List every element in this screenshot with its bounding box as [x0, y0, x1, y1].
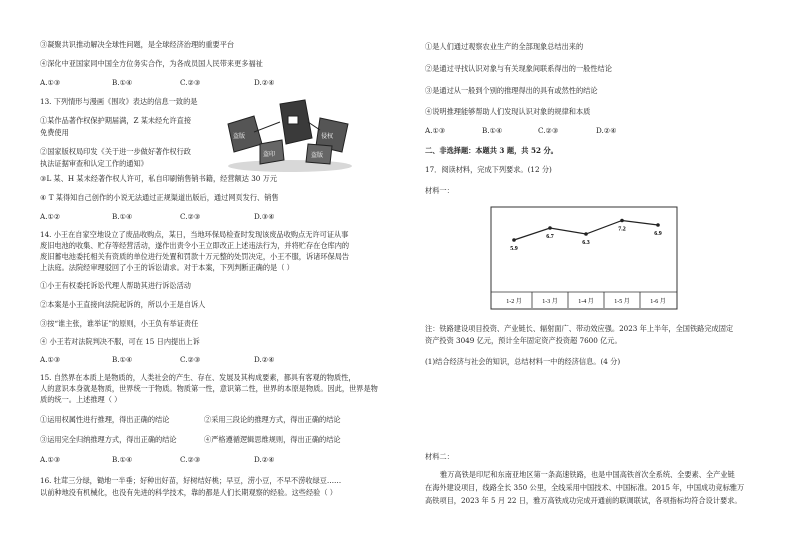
q13-item-2b: 执法证据审查和认定工作的通知》	[40, 159, 148, 168]
q15-line-3: 质的统一。上述推理（ ）	[40, 395, 122, 404]
q14-item-4: ④ 小王若对法院判决不服，可在 15 日内提出上诉	[40, 337, 200, 346]
q13-item-1b: 免费使用	[40, 128, 69, 137]
cartoon-label-2: 侵权	[321, 133, 334, 140]
q15-option-c[interactable]: C.②③	[180, 455, 201, 464]
chart-category-label: 1-2 月	[506, 299, 522, 305]
q15-option-a[interactable]: A.①③	[40, 455, 61, 464]
q12-option-c[interactable]: C.②③	[180, 78, 201, 87]
q15-item-1: ①运用权属性进行推理，得出正确的结论	[40, 415, 170, 424]
q16-option-b[interactable]: B.①④	[482, 126, 503, 135]
q14-item-2: ②本案是小王直接向法院起诉的，所以小王是自诉人	[40, 300, 206, 309]
material-2-label: 材料二：	[425, 452, 454, 461]
q16-item-3: ③是通过从一般到个别的推理得出的具有或然性的结论	[425, 86, 598, 95]
q17-stem: 17．阅读材料，完成下列要求。(12 分)	[425, 165, 552, 174]
q12-item-4: ④深化中亚国家同中国全方位务实合作，为各成员国人民带来更多福祉	[40, 59, 263, 68]
q15-option-d[interactable]: D.②④	[254, 455, 275, 464]
q14-option-d[interactable]: D.②④	[254, 355, 275, 364]
chart-category-label: 1-3 月	[542, 299, 558, 305]
material-1-label: 材料一：	[425, 186, 454, 195]
chart-point	[512, 238, 516, 242]
material-2-line-2: 在海外建设项目，线路全长 350 公里，全线采用中国技术、中国标准。2015 年，中国成功竞标雅万	[425, 483, 745, 492]
siege-cartoon	[220, 94, 360, 174]
q16-item-4: ④说明推理能够帮助人们发现认识对象的规律和本质	[425, 107, 591, 116]
q16-option-d[interactable]: D.②④	[596, 126, 617, 135]
material-2-line-3: 高铁项目，2023 年 5 月 22 日，雅万高铁成功完成开通前的联调联试，各项指标均符合设计要求。	[425, 496, 742, 505]
chart-category-label: 1-6 月	[650, 299, 666, 305]
investment-line-chart	[490, 206, 678, 310]
material-2-line-1: 雅万高铁是印尼和东南亚地区第一条高速铁路，也是中国高铁首次全系统、全要素、全产业链	[440, 470, 735, 479]
cartoon-label-1: 盗版	[233, 133, 246, 140]
q16-line-2: 以前种地没有机械化，也没有先进的科学技术，靠的都是人们长期观察的经验。这些经验（ ）	[40, 488, 337, 497]
cartoon-label-3: 盗印	[263, 151, 276, 158]
q13-stem: 13. 下列情形与漫画《围攻》表达的信息一致的是	[40, 97, 198, 106]
chart-data-label: 6.3	[582, 240, 590, 246]
q15-item-4: ④严格遵循逻辑思维规则，得出正确的结论	[204, 435, 341, 444]
q14-option-a[interactable]: A.①③	[40, 355, 61, 364]
q15-line-2: 人的意识本身就是物质，世界统一于物质。物质第一性，意识第二性，世界的本原是物质。因此，世界是物	[40, 384, 378, 393]
chart-point	[548, 226, 552, 230]
q14-line-2: 废旧电池的收集、贮存等经营活动，遂作出责令小王立即改正上述违法行为，并将贮存在仓库内的	[40, 241, 350, 250]
chart-data-label: 6.7	[546, 234, 554, 240]
q12-option-b[interactable]: B.①④	[112, 78, 133, 87]
q15-line-1: 15. 自然界在本质上是物质的，人类社会的产生、存在、发展及其构成要素，都具有客观的物质性，	[40, 373, 356, 382]
q14-line-4: 上法庭。法院经审理驳回了小王的诉讼请求。对于本案，下列判断正确的是（ ）	[40, 263, 294, 272]
q12-item-3: ③凝聚共识推动解决全球性问题，是全球经济治理的重要平台	[40, 40, 235, 49]
q15-option-b[interactable]: B.①④	[112, 455, 133, 464]
q15-item-3: ③运用完全归纳推理方式，得出正确的结论	[40, 435, 177, 444]
q13-option-a[interactable]: A.①②	[40, 212, 61, 221]
q12-option-a[interactable]: A.①③	[40, 78, 61, 87]
q16-item-2: ②是通过寻找认识对象与有关现象间联系得出的一般性结论	[425, 64, 612, 73]
chart-category-label: 1-4 月	[578, 299, 594, 305]
material-1-note-2: 资产投资 3049 亿元，预计全年固定资产投资超 7600 亿元。	[425, 336, 622, 345]
q13-item-2a: ②国家版权局印发《关于进一步做好著作权行政	[40, 147, 191, 156]
chart-point	[584, 232, 588, 236]
q14-option-b[interactable]: B.①④	[112, 355, 133, 364]
chart-category-label: 1-5 月	[614, 299, 630, 305]
q16-item-1: ①是人们通过观察农业生产的全部现象总结出来的	[425, 42, 584, 51]
chart-point	[656, 223, 660, 227]
q14-item-1: ①小王有权委托诉讼代理人帮助其进行诉讼活动	[40, 281, 191, 290]
chart-frame	[491, 207, 677, 309]
q16-line-1: 16. 牡茸三分绿，锄地一半垂；好种出好苗，好树结好桃；早豆，涝小豆，不早不涝收绿豆……	[40, 476, 342, 485]
q15-item-2: ②采用三段论的推理方式，得出正确的结论	[204, 415, 341, 424]
chart-data-label: 7.2	[618, 226, 626, 233]
chart-data-label: 6.9	[654, 231, 662, 237]
q17-part-1: (1)结合经济与社会的知识，总结材料一中的经济信息。(4 分)	[425, 357, 621, 366]
q13-option-c[interactable]: C.②③	[180, 212, 201, 221]
cartoon-label-4: 盗版	[311, 152, 324, 159]
q13-option-b[interactable]: B.①④	[112, 212, 133, 221]
q12-option-d[interactable]: D.②④	[254, 78, 275, 87]
q14-line-1: 14. 小王在自家空地设立了废品收购点，某日，当地环保局检查时发现该废品收购点无许可证从事	[40, 230, 349, 239]
section-2-heading: 二、非选择题：本题共 3 题，共 52 分。	[425, 146, 558, 155]
chart-data-label: 5.9	[510, 246, 518, 252]
q13-item-1a: ①某作品著作权保护期届满，Z 某未经允许直接	[40, 116, 192, 125]
chart-point	[620, 219, 624, 223]
q14-item-3: ③按“谁主张，谁举证”的原则，小王负有举证责任	[40, 319, 199, 328]
q13-item-3: ③L 某、H 某未经著作权人许可，私自印刷销售销书籍，经营额达 30 万元	[40, 174, 278, 183]
q13-option-d[interactable]: D.③④	[254, 212, 275, 221]
q13-item-4: ④ T 某得知自己创作的小说无法通过正规渠道出版后，通过网页发行、销售	[40, 193, 279, 202]
q14-option-c[interactable]: C.②③	[180, 355, 201, 364]
material-1-note-1: 注：铁路建设项目投资、产业链长、辐射面广、带动效应强。2023 年上半年，全国铁路完成固定	[425, 324, 734, 333]
q14-line-3: 废旧蓄电池委托相关有资质的单位进行处置和罚款十万元整的处罚决定，小王不服，诉诸环保局告	[40, 252, 350, 261]
q16-option-c[interactable]: C.②③	[538, 126, 559, 135]
q16-option-a[interactable]: A.①③	[425, 126, 446, 135]
